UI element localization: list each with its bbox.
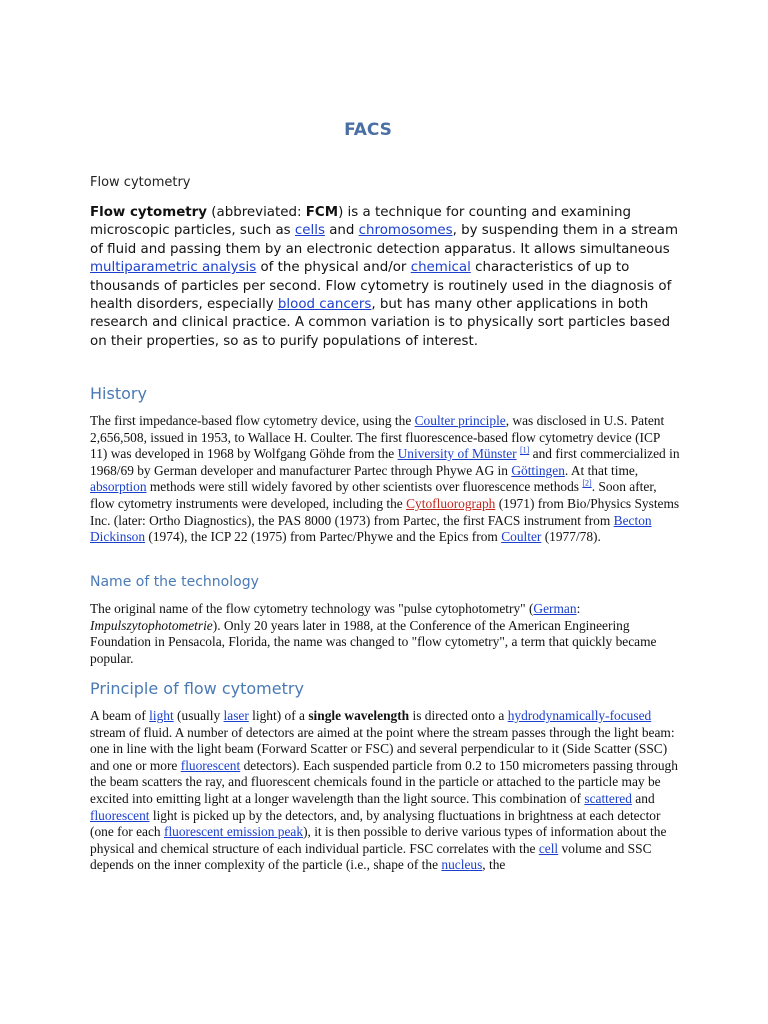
text: . At that time, [564,462,639,478]
link-absorption[interactable]: absorption [90,479,147,495]
link-chemical[interactable]: chemical [410,260,471,276]
link-laser[interactable]: laser [223,708,249,723]
link-fluorescent-emission-peak[interactable]: fluorescent emission peak [163,824,304,840]
subtitle: Flow cytometry [90,175,191,190]
link-light[interactable]: light [149,708,174,723]
reference-1[interactable]: [1] [519,445,530,455]
text: light) of a [248,708,309,723]
link-cytofluorograph[interactable]: Cytofluorograph [406,495,496,511]
text: ). Only 20 years later in 1988, at the Conference of the American Engineering Foundation in Pensacola, Florida, the name was changed to "flow cytometry", a term that quickly became popular. [90,617,657,666]
heading-history: History [90,384,147,403]
text: volume and SSC depends on the inner complexity of the particle (i.e., shape of the [90,840,652,873]
link-cells[interactable]: cells [294,223,325,239]
name-paragraph [90,601,680,667]
german-term: Impulszytophotometrie [90,617,213,633]
principle-paragraph [90,708,680,874]
text: . Soon after, flow cytometry instruments were developed, including the [90,479,657,511]
text: , was disclosed in U.S. Patent 2,656,508, issued in 1953, to Wallace H. Coulter. The first fluorescence-based flow cytometry device (ICP 11) was developed in 1968 by Wolfgang Göhde from the [90,413,665,462]
link-coulter[interactable]: Coulter [501,529,542,545]
text: and [631,790,655,806]
text: and [324,223,359,239]
text: stream of fluid. A number of detectors are aimed at the point where the stream passes through the light beam: one in line with the light beam (Forward Scatter or FSC) and several perpendicular to it (Side Scatter (SSC) and one or more [90,724,675,773]
reference-2[interactable]: [2] [582,478,592,488]
link-fluorescent[interactable]: fluorescent [180,757,241,773]
bold-term: single wavelength [308,708,410,723]
text: (1971) from Bio/Physics Systems Inc. (later: Ortho Diagnostics), the PAS 8000 (1973) from Partec, the first FACS instrument from [90,495,680,528]
link-scattered[interactable]: scattered [584,790,632,806]
link-cell[interactable]: cell [538,840,559,856]
link-becton-dickinson[interactable]: Becton Dickinson [90,512,652,545]
text: methods were still widely favored by other scientists over fluorescence methods [146,479,583,495]
page-title: FACS [344,120,392,140]
text: : [576,601,581,616]
heading-name-of-technology: Name of the technology [90,574,259,590]
text: (usually [173,708,224,723]
history-paragraph [90,413,680,546]
text: , but has many other applications in both research and clinical practice. A common variation is to physically sort particles based on their properties, so as to purify populations of interest. [90,297,671,349]
text: characteristics of up to thousands of particles per second. Flow cytometry is routinely used in the diagnosis of health disorders, especially [90,260,672,313]
link-german[interactable]: German [533,601,577,616]
text: (abbreviated: [207,205,306,220]
text: ) is a technique for counting and examining microscopic particles, such as [90,205,631,239]
link-hydrodynamically-focused[interactable]: hydrodynamically-focused [507,708,652,723]
term-bold: Flow cytometry [90,205,208,220]
link-university-of-munster[interactable]: University of Münster [397,446,517,462]
text: The first impedance-based flow cytometry device, using the [90,413,415,428]
intro-paragraph [90,204,685,351]
text: is directed onto a [409,708,508,723]
link-fluorescent[interactable]: fluorescent [90,807,150,823]
text: detectors). Each suspended particle from 0.2 to 150 micrometers passing through the beam scatters the ray, and fluorescent chemicals found in the particle or attached to the particle may be excited into emitting light at a longer wavelength than the light source. This combination of [90,757,678,806]
link-coulter-principle[interactable]: Coulter principle [414,413,506,428]
text: of the physical and/or [256,260,411,276]
abbr-bold: FCM [305,205,339,220]
text: and first commercialized in 1968/69 by German developer and manufacturer Partec through Phywe AG in [90,446,680,478]
text: ), it is then possible to derive various types of information about the physical and chemical structure of each individual particle. FSC correlates with the [90,824,667,856]
text: light is picked up by the detectors, and, by analysing fluctuations in brightness at each detector (one for each [90,807,661,840]
link-blood-cancers[interactable]: blood cancers [277,297,372,313]
text: , the [482,857,506,873]
text: A beam of [90,708,150,723]
link-gottingen[interactable]: Göttingen [511,462,565,478]
text: The original name of the flow cytometry technology was "pulse cytophotometry" ( [90,601,534,616]
text: (1977/78). [541,529,601,545]
text: (1974), the ICP 22 (1975) from Partec/Phywe and the Epics from [145,529,502,545]
heading-principle: Principle of flow cytometry [90,679,304,698]
link-chromosomes[interactable]: chromosomes [358,223,453,239]
link-multiparametric-analysis[interactable]: multiparametric analysis [90,260,257,276]
link-nucleus[interactable]: nucleus [441,857,483,873]
text: , by suspending them in a stream of fluid and passing them by an electronic detection apparatus. It allows simultaneous [90,223,679,257]
